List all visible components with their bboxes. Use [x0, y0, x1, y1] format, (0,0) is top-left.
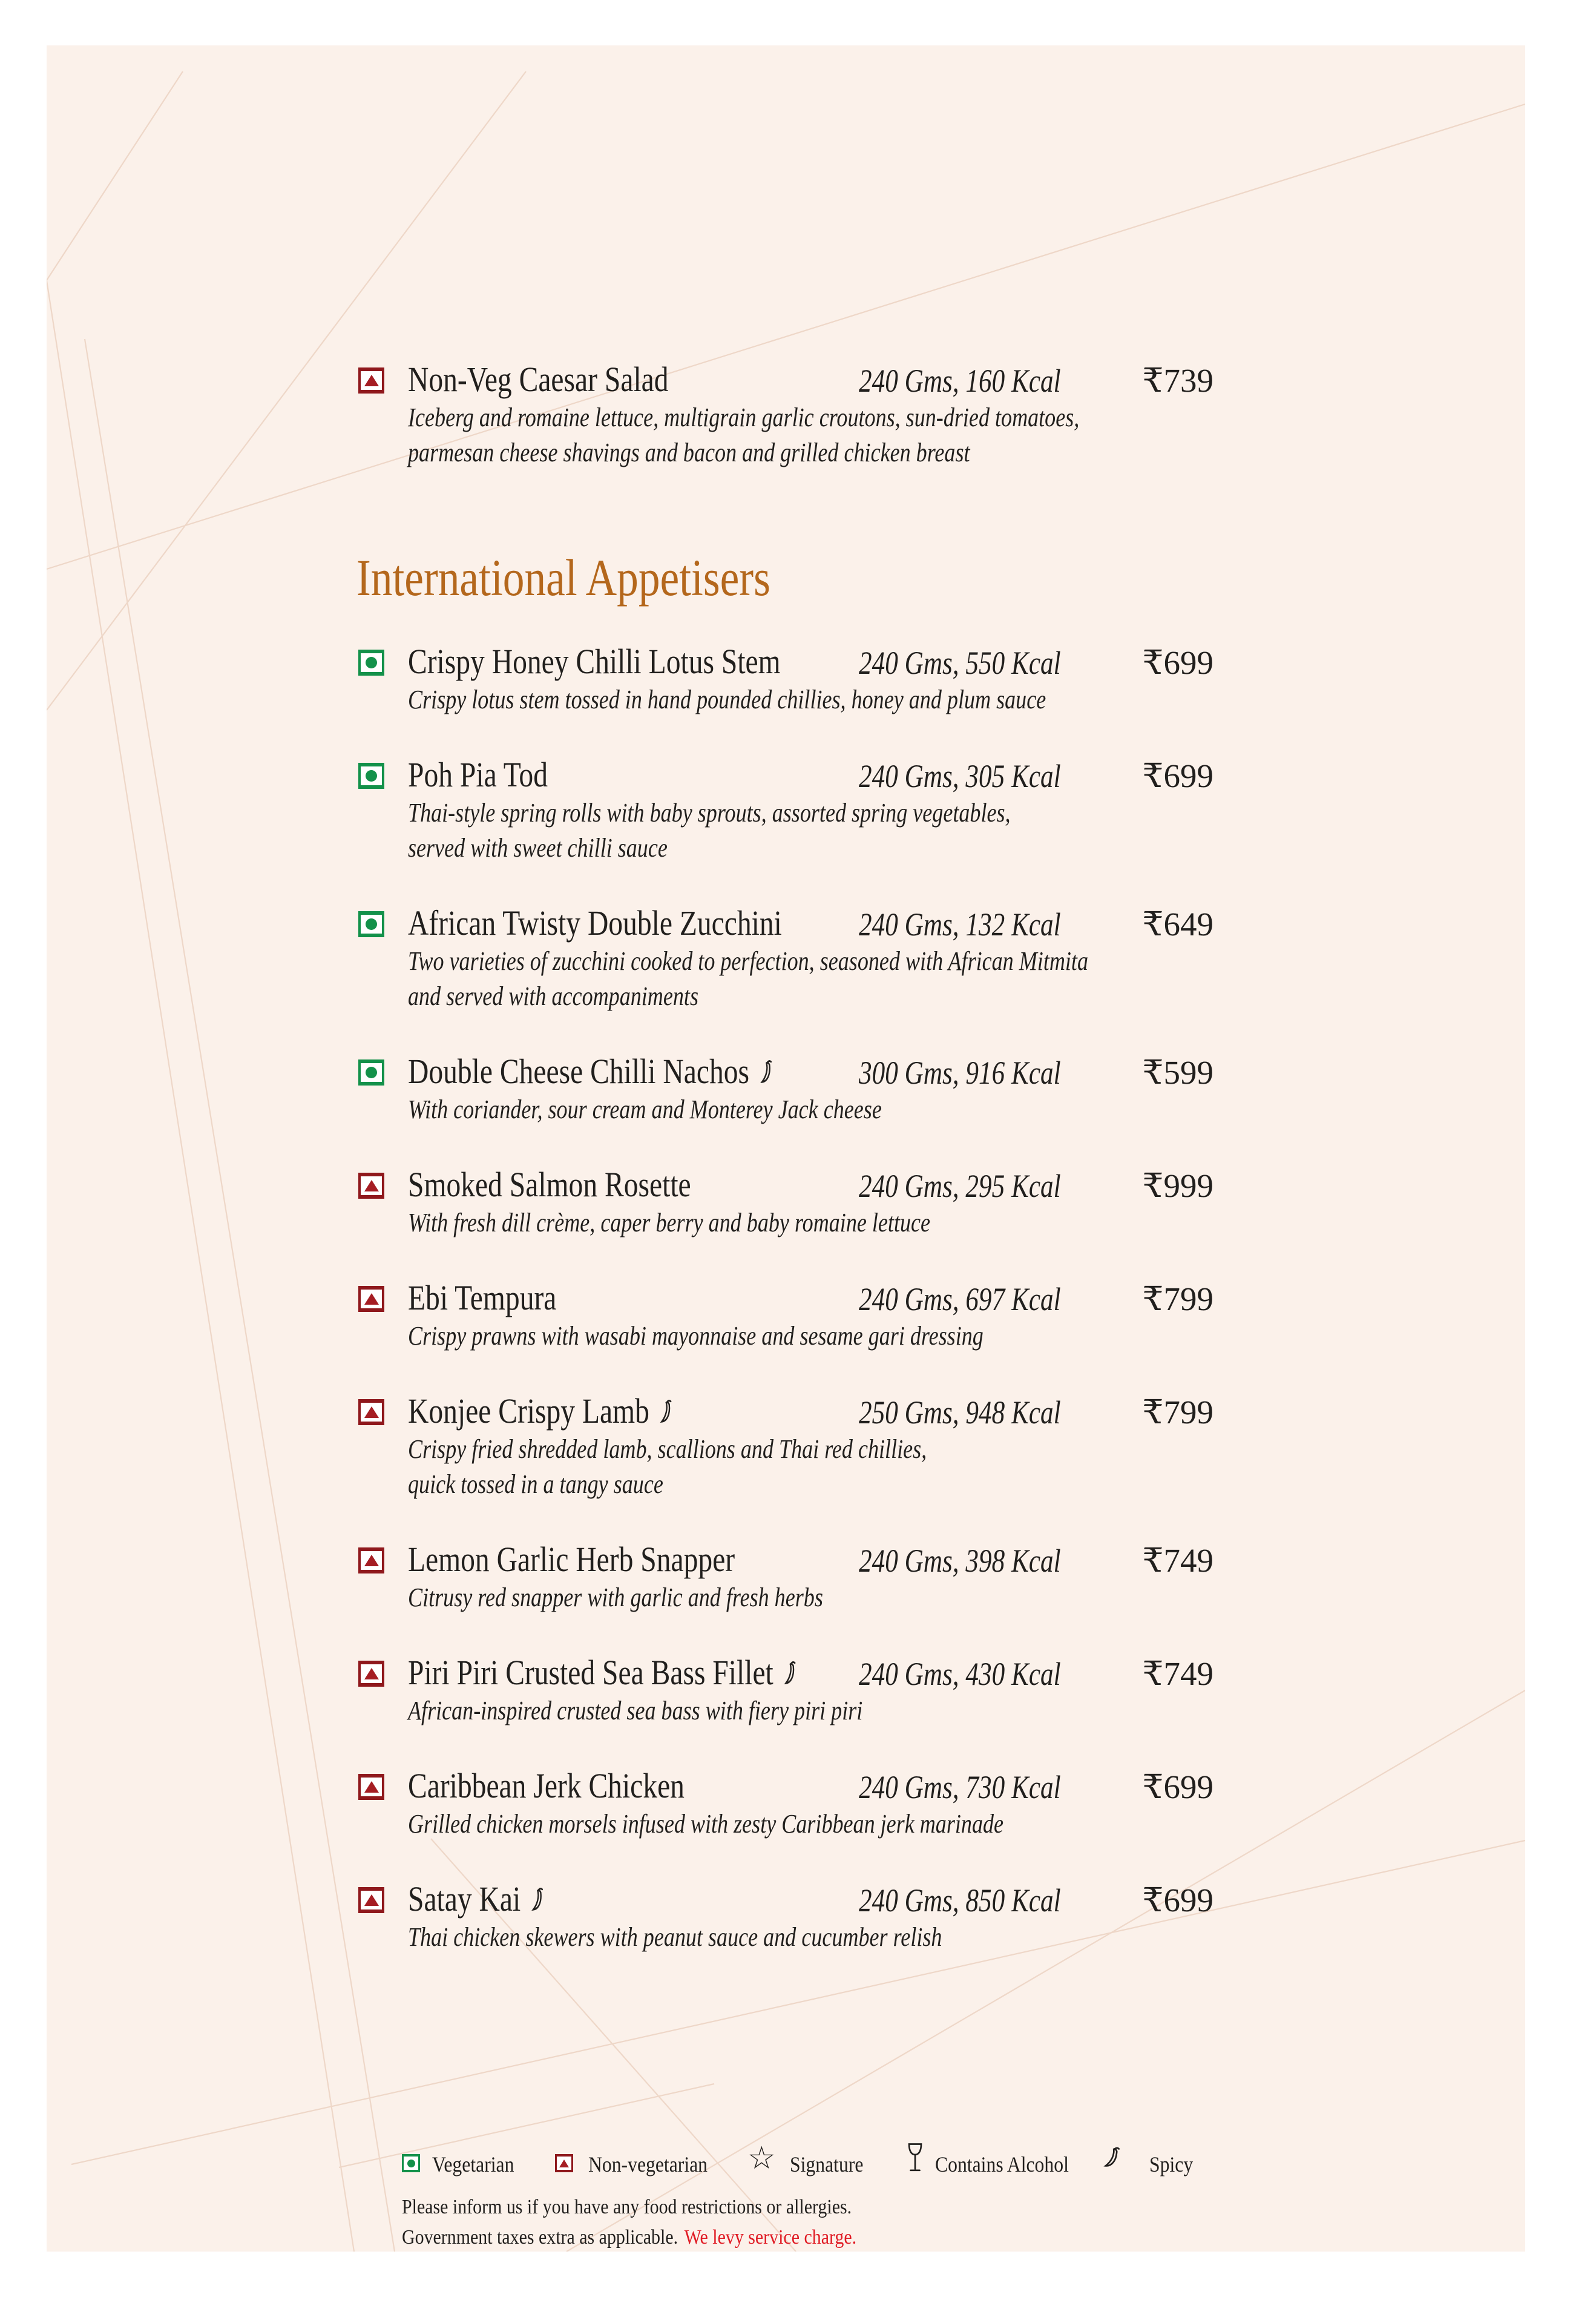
item-price: ₹749 — [1142, 1655, 1213, 1692]
item-price: ₹699 — [1142, 757, 1213, 794]
item-name: Konjee Crispy Lamb — [408, 1394, 731, 1429]
non-veg-icon — [358, 1286, 384, 1312]
non-veg-icon — [358, 1661, 384, 1687]
veg-legend-icon — [402, 2154, 420, 2172]
spicy-chilli-icon — [658, 1399, 674, 1428]
item-name: Lemon Garlic Herb Snapper — [408, 1540, 735, 1579]
item-description: Citrusy red snapper with garlic and fresh herbs — [408, 1583, 823, 1612]
item-name: Double Cheese Chilli Nachos — [408, 1054, 853, 1089]
allergy-note: Please inform us if you have any food restrictions or allergies. — [402, 2196, 852, 2218]
item-description: Two varieties of zucchini cooked to perfection, seasoned with African Mitmita and served with accompaniments — [408, 946, 1089, 1011]
contains-alcohol-icon — [906, 2143, 924, 2173]
veg-icon — [358, 1059, 384, 1086]
item-portion: 240 Gms, 550 Kcal — [859, 645, 1061, 681]
non-veg-legend-icon — [555, 2154, 573, 2172]
item-description: Crispy prawns with wasabi mayonnaise and sesame gari dressing — [408, 1321, 984, 1351]
non-veg-icon — [358, 1399, 384, 1425]
item-name: Satay Kai — [408, 1882, 574, 1917]
tax-note: Government taxes extra as applicable. We levy service charge. — [402, 2226, 857, 2249]
non-veg-icon — [358, 1547, 384, 1573]
veg-icon — [358, 650, 384, 676]
legend-vegetarian-label: Vegetarian — [432, 2152, 514, 2176]
item-portion: 240 Gms, 160 Kcal — [859, 363, 1061, 399]
legend-signature-label: Signature — [790, 2152, 864, 2176]
item-price: ₹699 — [1142, 1882, 1213, 1919]
item-portion: 240 Gms, 430 Kcal — [859, 1656, 1061, 1692]
item-description: African-inspired crusted sea bass with fiery piri piri — [408, 1696, 863, 1725]
item-description: With coriander, sour cream and Monterey Jack cheese — [408, 1095, 882, 1124]
legend-contains-alcohol-label: Contains Alcohol — [935, 2152, 1069, 2176]
item-description: Crispy lotus stem tossed in hand pounded chillies, honey and plum sauce — [408, 685, 1046, 714]
item-price: ₹999 — [1142, 1167, 1213, 1204]
item-name: Smoked Salmon Rosette — [408, 1165, 691, 1204]
item-name: Piri Piri Crusted Sea Bass Fillet — [408, 1655, 882, 1690]
spicy-chilli-icon — [530, 1886, 545, 1916]
item-portion: 240 Gms, 295 Kcal — [859, 1168, 1061, 1204]
item-price: ₹649 — [1142, 906, 1213, 943]
item-price: ₹799 — [1142, 1280, 1213, 1317]
item-price: ₹799 — [1142, 1394, 1213, 1431]
item-description: With fresh dill crème, caper berry and baby romaine lettuce — [408, 1208, 931, 1237]
item-description: Thai-style spring rolls with baby sprouts, assorted spring vegetables, served with sweet chilli sauce — [408, 798, 1011, 863]
non-veg-icon — [358, 367, 384, 394]
item-price: ₹739 — [1142, 362, 1213, 399]
item-portion: 250 Gms, 948 Kcal — [859, 1394, 1061, 1431]
item-portion: 240 Gms, 398 Kcal — [859, 1543, 1061, 1579]
veg-icon — [358, 763, 384, 789]
item-portion: 240 Gms, 850 Kcal — [859, 1882, 1061, 1919]
item-description: Iceberg and romaine lettuce, multigrain garlic croutons, sun-dried tomatoes, parmesan cheese shavings and bacon and grilled chicken breast — [408, 403, 1080, 467]
item-price: ₹699 — [1142, 644, 1213, 681]
item-name: Non-Veg Caesar Salad — [408, 360, 669, 399]
spicy-chilli-icon — [783, 1660, 798, 1689]
non-veg-icon — [358, 1887, 384, 1913]
item-name: African Twisty Double Zucchini — [408, 903, 782, 943]
spicy-chilli-icon — [758, 1059, 773, 1088]
item-description: Crispy fried shredded lamb, scallions and Thai red chillies, quick tossed in a tangy sauce — [408, 1434, 927, 1499]
item-portion: 300 Gms, 916 Kcal — [859, 1055, 1061, 1091]
non-veg-icon — [358, 1173, 384, 1199]
item-price: ₹699 — [1142, 1768, 1213, 1805]
menu-panel — [47, 45, 1525, 2252]
item-portion: 240 Gms, 132 Kcal — [859, 906, 1061, 943]
item-portion: 240 Gms, 305 Kcal — [859, 758, 1061, 794]
item-portion: 240 Gms, 697 Kcal — [859, 1281, 1061, 1317]
item-name: Poh Pia Tod — [408, 755, 548, 794]
service-charge-note: We levy service charge. — [684, 2226, 857, 2249]
item-name: Crispy Honey Chilli Lotus Stem — [408, 642, 781, 681]
item-portion: 240 Gms, 730 Kcal — [859, 1769, 1061, 1805]
legend-spicy-label: Spicy — [1149, 2152, 1194, 2176]
item-description: Grilled chicken morsels infused with zesty Caribbean jerk marinade — [408, 1809, 1004, 1839]
item-name: Caribbean Jerk Chicken — [408, 1766, 685, 1805]
legend-non-vegetarian-label: Non-vegetarian — [588, 2152, 708, 2176]
veg-icon — [358, 911, 384, 937]
section-title: International Appetisers — [356, 549, 770, 607]
non-veg-icon — [358, 1774, 384, 1800]
item-name: Ebi Tempura — [408, 1278, 557, 1317]
signature-star-icon: ☆ — [747, 2140, 776, 2176]
item-description: Thai chicken skewers with peanut sauce and cucumber relish — [408, 1922, 942, 1952]
item-price: ₹749 — [1142, 1542, 1213, 1579]
item-price: ₹599 — [1142, 1054, 1213, 1091]
